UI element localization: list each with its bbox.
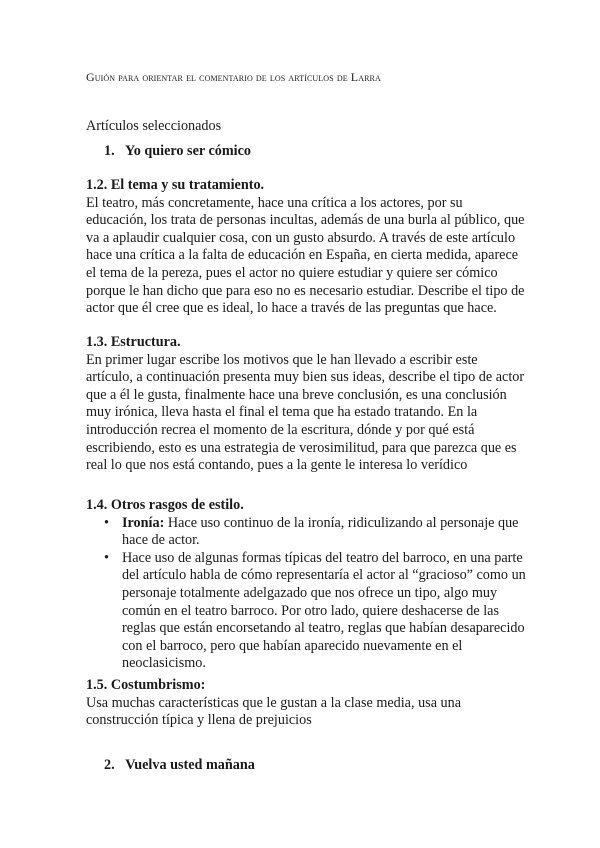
- article-title: Vuelva usted mañana: [125, 757, 255, 773]
- section-heading: 1.5. Costumbrismo:: [86, 677, 206, 693]
- section-body: Usa muchas características que le gustan a la clase media, usa una construcción típica y llena de prejuicios: [86, 694, 462, 729]
- article-number: 2.: [104, 757, 115, 773]
- section-costumbrismo: [86, 677, 526, 730]
- article-number: 1.: [104, 143, 115, 159]
- bullet-lead: Ironía:: [122, 514, 165, 531]
- article-heading-1: [104, 143, 251, 161]
- list-item: [86, 550, 526, 673]
- section-estructura: [86, 334, 526, 475]
- list-item: [86, 515, 526, 550]
- section-heading: 1.4. Otros rasgos de estilo.: [86, 497, 244, 513]
- document-subtitle: Artículos seleccionados: [86, 118, 222, 134]
- article-heading-2: [104, 757, 255, 775]
- section-heading: 1.2. El tema y su tratamiento.: [86, 177, 265, 193]
- bullet-list: [86, 515, 526, 673]
- bullet-icon: •: [104, 514, 109, 531]
- section-body: El teatro, más concretamente, hace una crítica a los actores, por su educación, los trata de personas incultas, además de una burla al público, que va a aplaudir cualquier cosa, con un gusto absurdo. A través de este artículo hace una crítica a la falta de educación en España, en cierta medida, aparece el tema de la pereza, pues el actor no quiere estudiar y quiere ser cómico porque le han dicho que para eso no es necesario estudiar. Describe el tipo de actor que él cree que es ideal, lo hace a través de las preguntas que hace.: [86, 194, 525, 317]
- bullet-text: Hace uso de algunas formas típicas del teatro del barroco, en una parte del artículo habla de cómo representaría el actor al “gracioso” como un personaje totalmente adelgazado que nos ofrece un tipo, algo muy común en el teatro barroco. Por otro lado, quiere deshacerse de las reglas que están encorsetando al teatro, reglas que habían desaparecido con el barroco, pero que habían aparecido nuevamente en el neoclasicismo.: [122, 549, 526, 672]
- bullet-text: Hace uso continuo de la ironía, ridiculizando al personaje que hace de actor.: [122, 514, 519, 549]
- bullet-icon: •: [104, 549, 109, 566]
- section-estilo: [86, 497, 526, 673]
- section-tema: [86, 177, 526, 318]
- article-title: Yo quiero ser cómico: [125, 143, 251, 159]
- section-heading: 1.3. Estructura.: [86, 334, 181, 350]
- section-body: En primer lugar escribe los motivos que le han llevado a escribir este artículo, a continuación presenta muy bien sus ideas, describe el tipo de actor que a él le gusta, finalmente hace una breve conclusión, es una conclusión muy irónica, lleva hasta el final el tema que ha estado tratando. En la introducción recrea el momento de la escritura, dónde y por qué está escribiendo, esto es una estrategia de verosimilitud, para que parezca que es real lo que nos está contando, pues a la gente le interesa lo verídico: [86, 351, 525, 474]
- document-title: Guión para orientar el comentario de los artículos de Larra: [86, 70, 381, 84]
